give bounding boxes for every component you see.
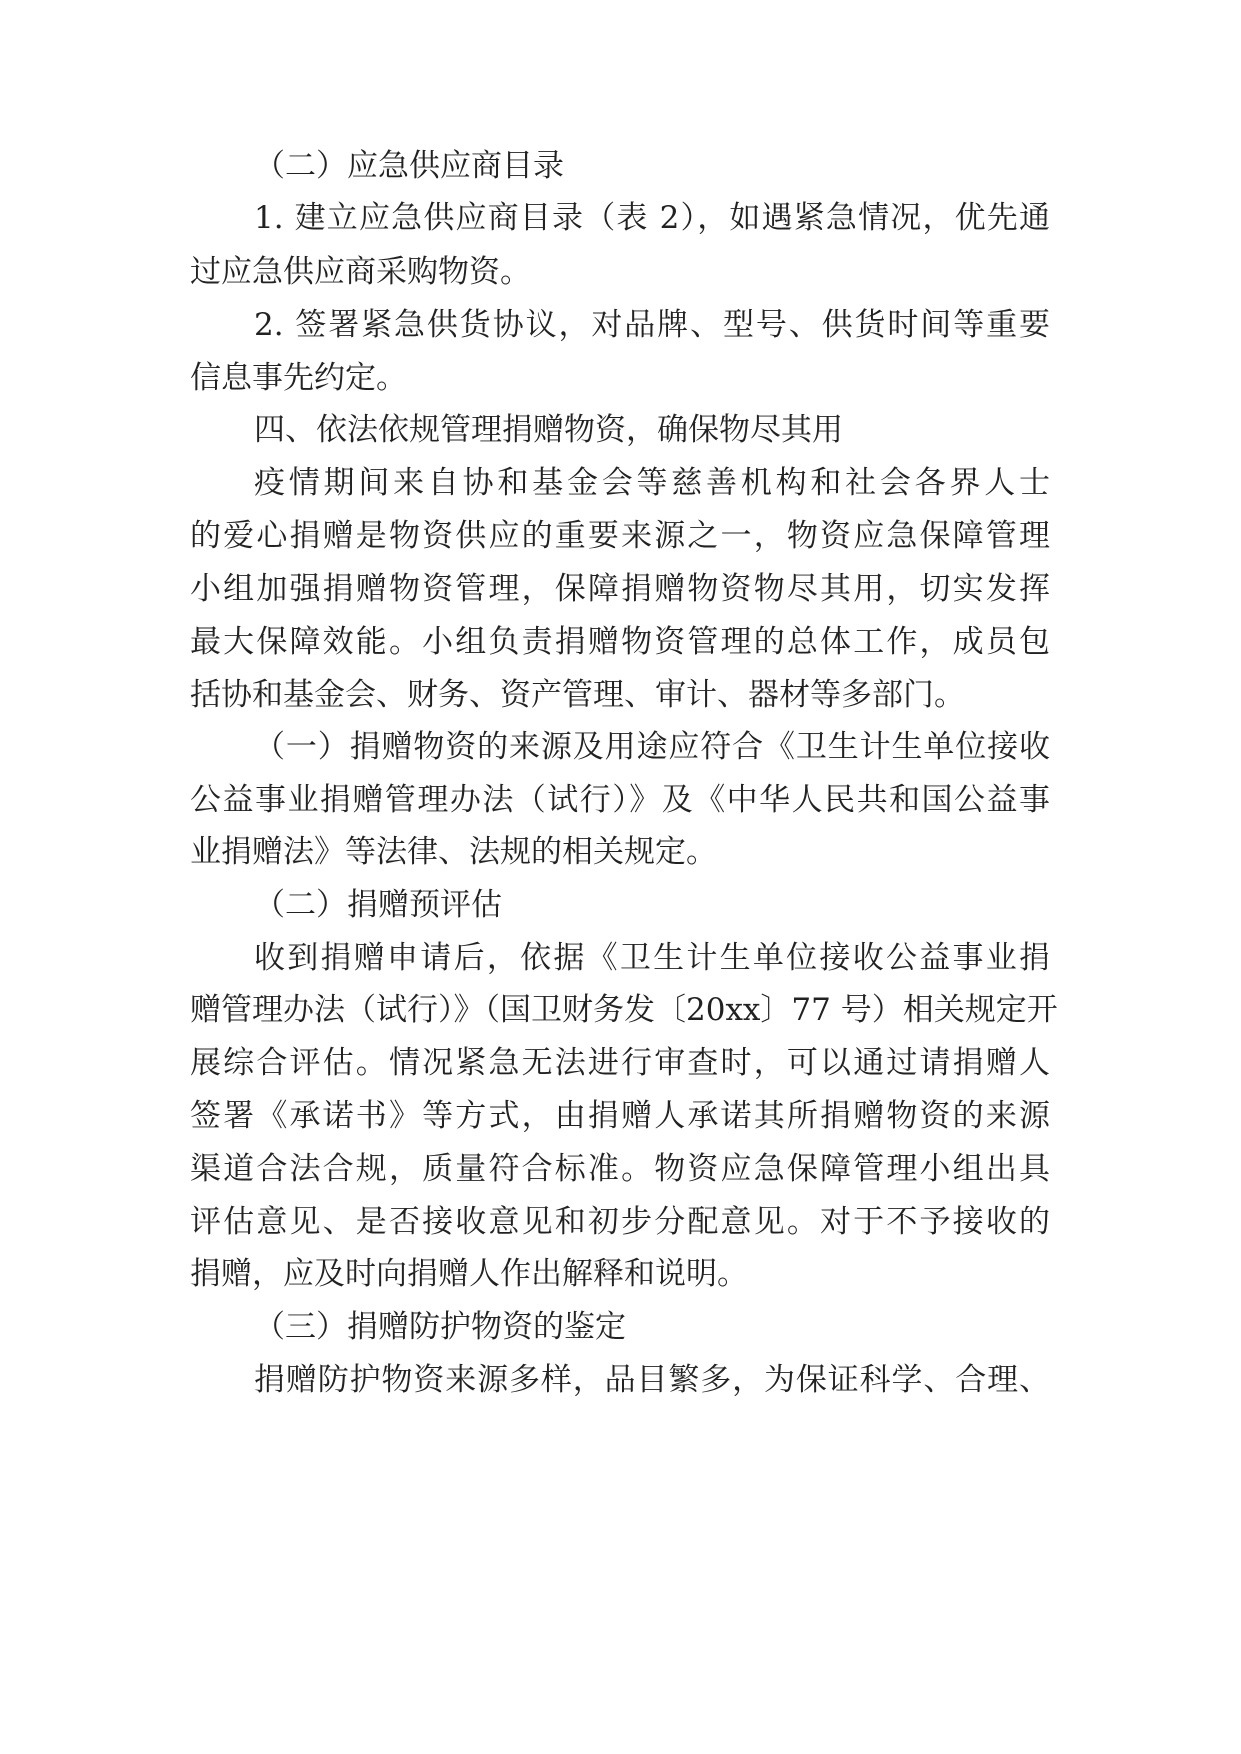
paragraph-line: 签署《承诺书》等方式，由捐赠人承诺其所捐赠物资的来源 bbox=[190, 1098, 1050, 1134]
paragraph-line: 疫情期间来自协和基金会等慈善机构和社会各界人士 bbox=[254, 465, 1050, 501]
paragraph-line: 过应急供应商采购物资。 bbox=[190, 254, 531, 290]
paragraph-line: 2. 签署紧急供货协议，对品牌、型号、供货时间等重要 bbox=[254, 307, 1050, 343]
paragraph-line: 捐赠，应及时向捐赠人作出解释和说明。 bbox=[190, 1256, 748, 1292]
paragraph-line: 括协和基金会、财务、资产管理、审计、器材等多部门。 bbox=[190, 677, 965, 713]
subheading-emergency-supplier-list: （二）应急供应商目录 bbox=[254, 148, 564, 184]
paragraph-line: 捐赠防护物资来源多样，品目繁多，为保证科学、合理、 bbox=[254, 1362, 1050, 1398]
paragraph-line: 最大保障效能。小组负责捐赠物资管理的总体工作，成员包 bbox=[190, 624, 1050, 660]
paragraph-line: 收到捐赠申请后，依据《卫生计生单位接收公益事业捐 bbox=[254, 940, 1050, 976]
document-page bbox=[190, 0, 1058, 1754]
paragraph-line: 小组加强捐赠物资管理，保障捐赠物资物尽其用，切实发挥 bbox=[190, 571, 1050, 607]
paragraph-line: （一）捐赠物资的来源及用途应符合《卫生计生单位接收 bbox=[254, 729, 1050, 765]
subheading-donation-pre-assessment: （二）捐赠预评估 bbox=[254, 887, 502, 923]
paragraph-line: 渠道合法合规，质量符合标准。物资应急保障管理小组出具 bbox=[190, 1151, 1050, 1187]
paragraph-line: 展综合评估。情况紧急无法进行审查时，可以通过请捐赠人 bbox=[190, 1045, 1050, 1081]
paragraph-line: 信息事先约定。 bbox=[190, 360, 407, 396]
section-heading-donations: 四、依法依规管理捐赠物资，确保物尽其用 bbox=[254, 412, 843, 448]
subheading-donated-ppe-identification: （三）捐赠防护物资的鉴定 bbox=[254, 1309, 626, 1345]
paragraph-line: 1. 建立应急供应商目录（表 2），如遇紧急情况，优先通 bbox=[254, 200, 1050, 236]
paragraph-line: 赠管理办法（试行）》（国卫财务发〔20xx〕77 号）相关规定开 bbox=[190, 992, 1058, 1028]
paragraph-line: 公益事业捐赠管理办法（试行）》及《中华人民共和国公益事 bbox=[190, 782, 1050, 818]
paragraph-line: 评估意见、是否接收意见和初步分配意见。对于不予接收的 bbox=[190, 1204, 1050, 1240]
paragraph-line: 业捐赠法》等法律、法规的相关规定。 bbox=[190, 834, 717, 870]
paragraph-line: 的爱心捐赠是物资供应的重要来源之一，物资应急保障管理 bbox=[190, 518, 1050, 554]
